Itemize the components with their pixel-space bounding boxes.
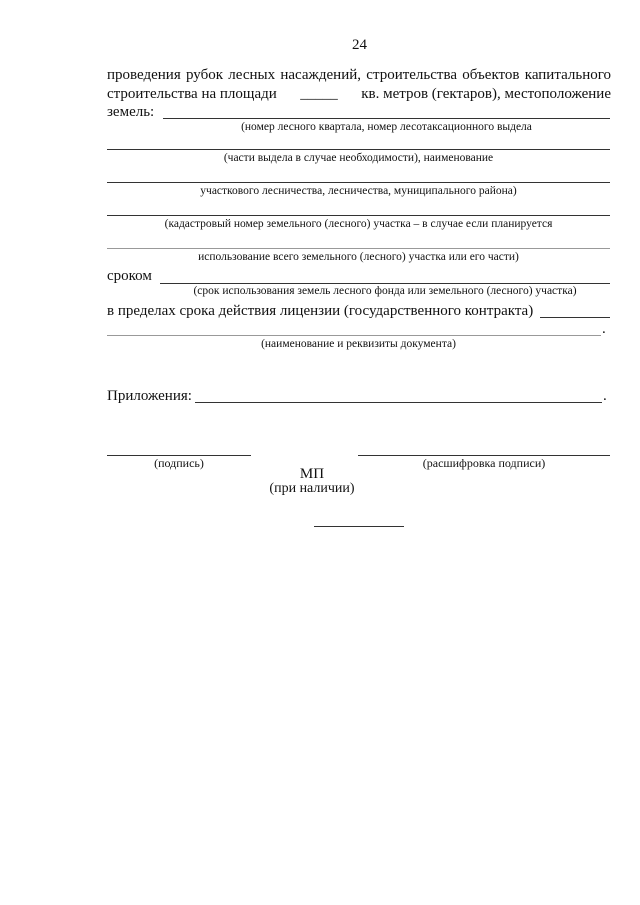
license-line-2 [107,335,601,336]
seal-note: (при наличии) [269,481,355,496]
lands-label: земель: [107,104,155,120]
area-blank: _____ [300,86,338,102]
license-text: в пределах срока действия лицензии (государственного контракта) [107,303,534,319]
body-line-2-start: строительства на площади [107,86,277,102]
location-line-2 [107,149,610,150]
caption-term: (срок использования земель лесного фонда или земельного (лесного) участка) [193,285,577,297]
decoding-caption: (расшифровка подписи) [422,456,546,470]
page-number: 24 [352,37,367,53]
location-line-5 [107,248,610,249]
body-line-2 [107,85,611,103]
caption-forest-quarter: (номер лесного квартала, номер лесотаксационного выдела [241,121,532,133]
caption-allotment-part: (части выдела в случае необходимости), наименование [223,152,494,164]
license-line-1 [540,317,610,318]
attachments-label: Приложения: [107,388,192,404]
body-line-1: проведения рубок лесных насаждений, строительства объектов капитального [107,67,611,83]
license-period: . [602,321,606,337]
caption-forestry: участкового лесничества, лесничества, муниципального района) [200,185,517,197]
seal-mark: МП [299,466,325,482]
location-line-4 [107,215,610,216]
attachments-period: . [603,388,607,404]
caption-document: (наименование и реквизиты документа) [261,338,456,350]
location-line-1 [163,118,610,119]
term-label: сроком [107,268,152,284]
signature-caption: (подпись) [154,456,204,470]
attachments-line [195,402,602,403]
end-separator [314,526,404,527]
caption-cadastral: (кадастровый номер земельного (лесного) участка – в случае если планируется [164,218,553,230]
caption-plot-use: использование всего земельного (лесного) участка или его части) [198,251,519,263]
location-line-3 [107,182,610,183]
body-line-2-end: кв. метров (гектаров), местоположение [361,86,611,102]
